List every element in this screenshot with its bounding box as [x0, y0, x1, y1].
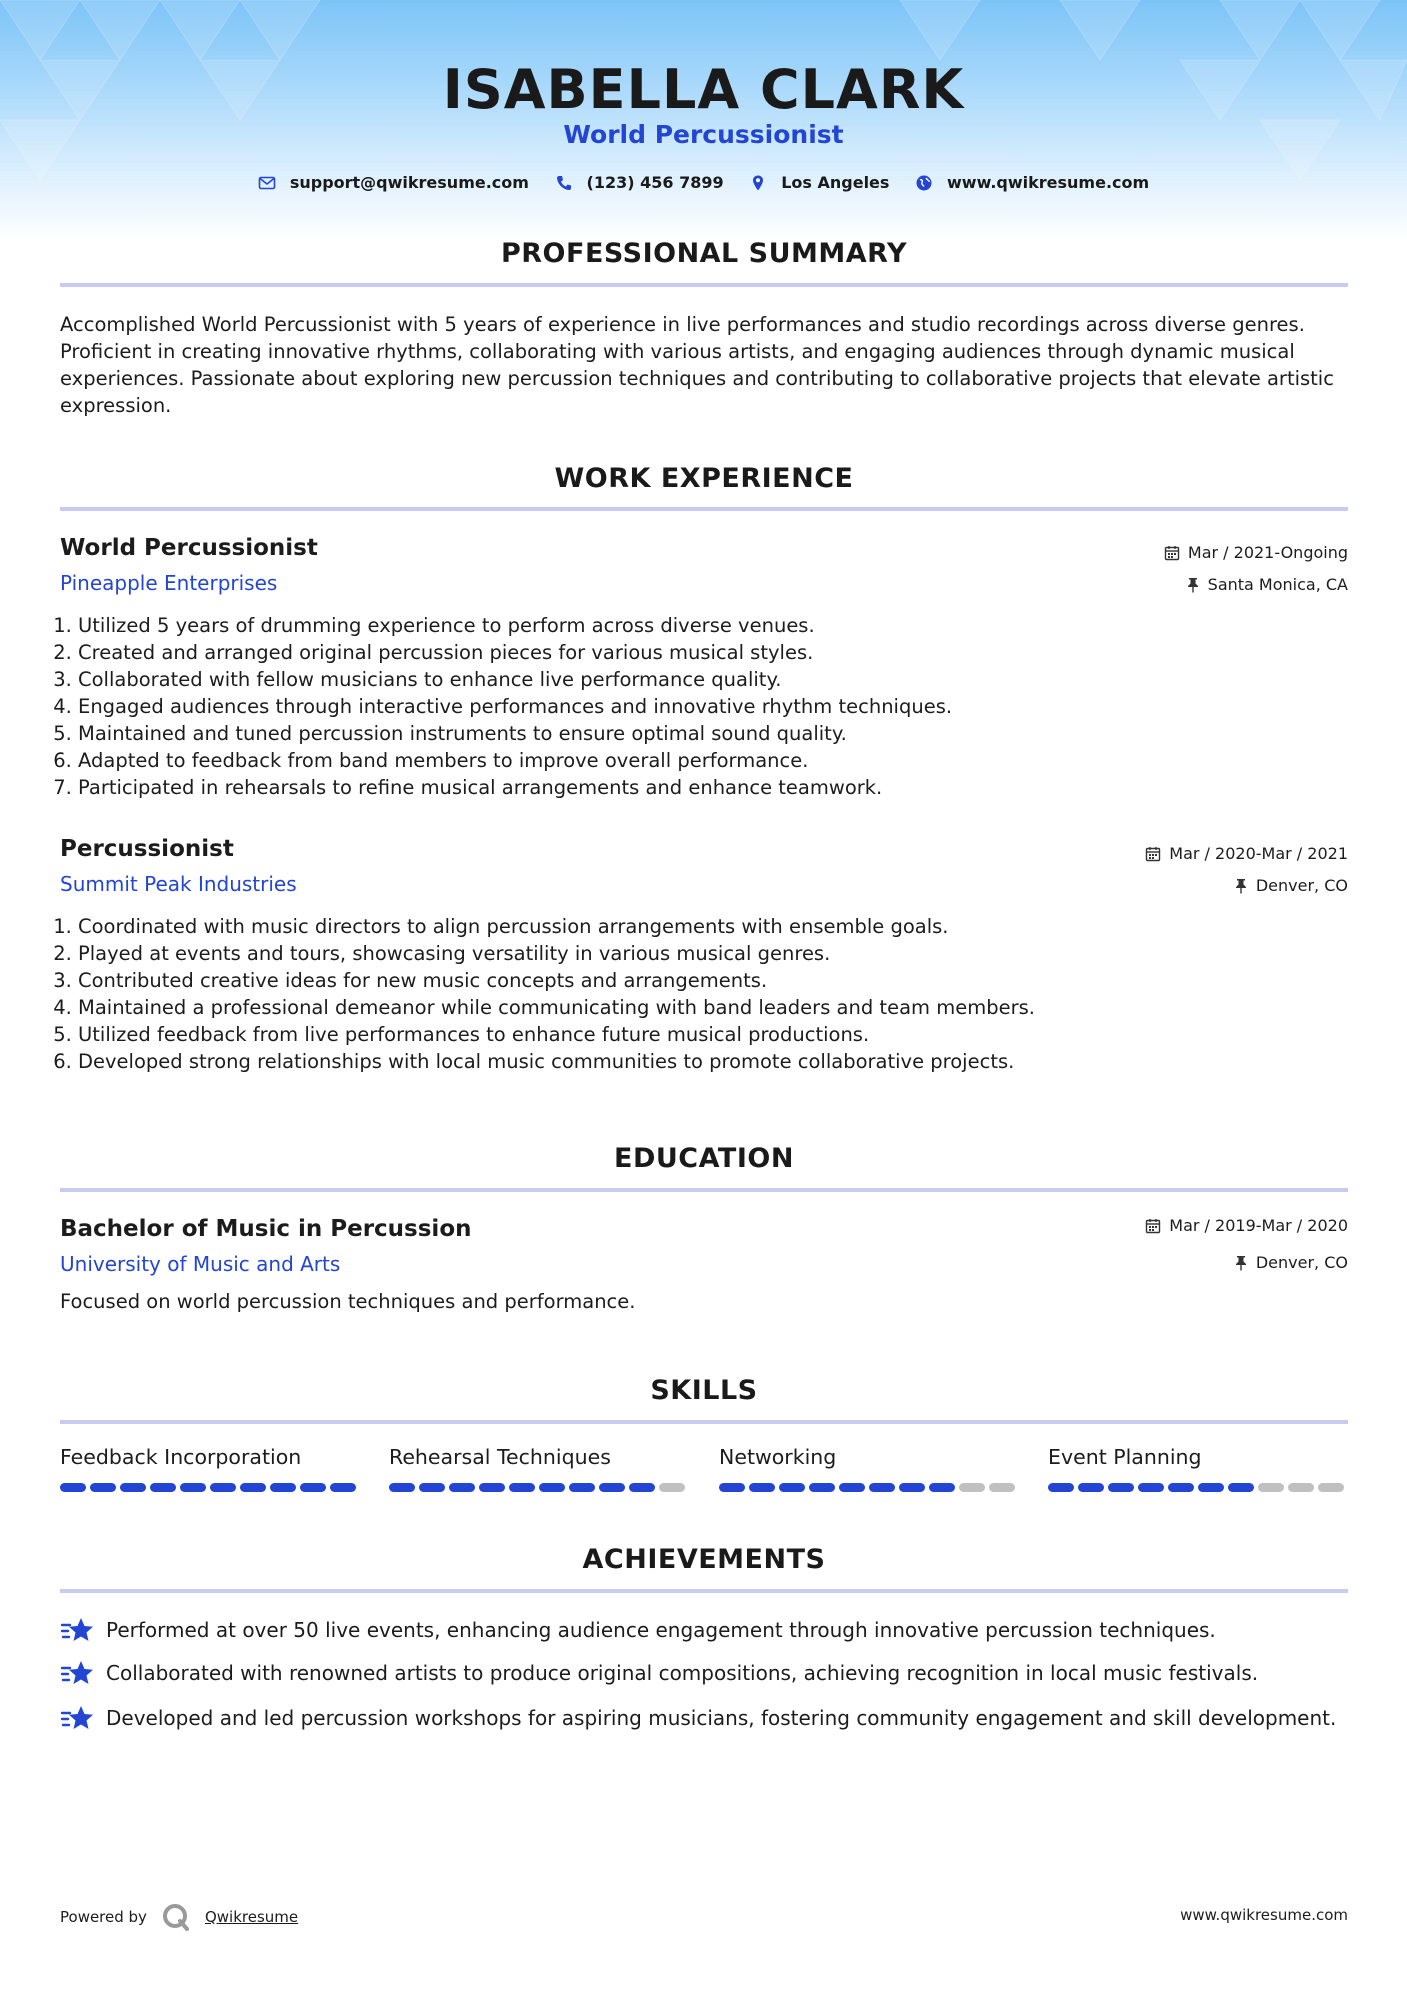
calendar-icon	[1164, 545, 1180, 561]
rating-segment-filled	[539, 1483, 565, 1492]
education-location-text: Denver, CO	[1255, 1253, 1348, 1272]
rating-segment-empty	[659, 1483, 685, 1492]
list-item: 5. Maintained and tuned percussion instruments to ensure optimal sound quality.	[78, 720, 952, 747]
rating-segment-filled	[240, 1483, 266, 1492]
skill-name: Networking	[719, 1445, 837, 1469]
rating-segment-filled	[1168, 1483, 1194, 1492]
rating-segment-filled	[1138, 1483, 1164, 1492]
star-icon	[60, 1703, 94, 1733]
location-text: Los Angeles	[781, 173, 890, 192]
rating-segment-filled	[809, 1483, 835, 1492]
list-item: 1. Coordinated with music directors to align percussion arrangements with ensemble goals.	[78, 913, 1035, 940]
list-item: 6. Adapted to feedback from band members to improve overall performance.	[78, 747, 952, 774]
candidate-name: ISABELLA CLARK	[442, 58, 965, 121]
achievement-text: Collaborated with renowned artists to produce original compositions, achieving recognition in local music festivals.	[106, 1661, 1259, 1685]
star-icon	[60, 1615, 94, 1645]
education-description: Focused on world percussion techniques and performance.	[60, 1290, 636, 1313]
job-location	[1234, 876, 1348, 895]
experience-heading: WORK EXPERIENCE	[554, 463, 854, 494]
contact-website[interactable]	[915, 173, 1149, 192]
rating-segment-empty	[959, 1483, 985, 1492]
degree-title: Bachelor of Music in Percussion	[60, 1216, 472, 1242]
skill-rating	[60, 1483, 360, 1492]
job-dates	[1164, 543, 1348, 562]
list-item: 3. Contributed creative ideas for new music concepts and arrangements.	[78, 967, 1035, 994]
job-title: World Percussionist	[60, 535, 318, 561]
rating-segment-filled	[120, 1483, 146, 1492]
contact-bar	[0, 173, 1407, 196]
education-dates-text: Mar / 2019-Mar / 2020	[1169, 1216, 1348, 1235]
job-bullets	[60, 913, 1035, 1075]
rating-segment-filled	[60, 1483, 86, 1492]
rating-segment-filled	[180, 1483, 206, 1492]
education-location	[1234, 1253, 1348, 1272]
job-location-text: Denver, CO	[1255, 876, 1348, 895]
rating-segment-filled	[1048, 1483, 1074, 1492]
phone-text: (123) 456 7899	[586, 173, 724, 192]
phone-icon	[555, 174, 573, 192]
contact-phone[interactable]	[555, 173, 724, 192]
job-dates-text: Mar / 2021-Ongoing	[1187, 543, 1348, 562]
rating-segment-empty	[989, 1483, 1015, 1492]
globe-icon	[915, 174, 933, 192]
section-divider	[60, 1589, 1348, 1593]
rating-segment-filled	[1078, 1483, 1104, 1492]
skill-item	[389, 1445, 689, 1492]
website-text: www.qwikresume.com	[947, 173, 1150, 192]
rating-segment-filled	[749, 1483, 775, 1492]
list-item: 6. Developed strong relationships with local music communities to promote collaborative projects.	[78, 1048, 1035, 1075]
footer-powered	[60, 1902, 298, 1932]
rating-segment-filled	[1108, 1483, 1134, 1492]
skill-rating	[1048, 1483, 1348, 1492]
skill-rating	[389, 1483, 689, 1492]
skill-item	[60, 1445, 360, 1492]
star-icon	[60, 1658, 94, 1688]
section-divider	[60, 507, 1348, 511]
rating-segment-empty	[1258, 1483, 1284, 1492]
candidate-title: World Percussionist	[563, 120, 844, 149]
envelope-icon	[258, 174, 276, 192]
section-divider	[60, 1188, 1348, 1192]
rating-segment-filled	[629, 1483, 655, 1492]
rating-segment-filled	[330, 1483, 356, 1492]
pushpin-icon	[1186, 577, 1200, 593]
qwikresume-logo-icon	[161, 1902, 191, 1932]
rating-segment-filled	[779, 1483, 805, 1492]
map-pin-icon	[749, 174, 767, 192]
job-title: Percussionist	[60, 836, 234, 862]
skill-item	[719, 1445, 1019, 1492]
list-item: 2. Created and arranged original percussion pieces for various musical styles.	[78, 639, 952, 666]
achievements-heading: ACHIEVEMENTS	[582, 1544, 826, 1575]
school-name: University of Music and Arts	[60, 1252, 341, 1276]
skill-item	[1048, 1445, 1348, 1492]
rating-segment-filled	[839, 1483, 865, 1492]
section-divider	[60, 283, 1348, 287]
list-item: 7. Participated in rehearsals to refine musical arrangements and enhance teamwork.	[78, 774, 952, 801]
rating-segment-filled	[150, 1483, 176, 1492]
education-heading: EDUCATION	[614, 1143, 794, 1174]
education-dates	[1145, 1216, 1348, 1235]
calendar-icon	[1145, 846, 1161, 862]
company-name: Summit Peak Industries	[60, 872, 297, 896]
contact-location	[749, 173, 889, 192]
summary-text: Accomplished World Percussionist with 5 years of experience in live performances and studio recordings across diverse genres. Proficient in creating innovative rhythms, collaborating with various artists, and engaging audiences through dynamic musical experiences. Passionate about exploring new percussion techniques and contributing to collaborative projects that elevate artistic expression.	[60, 313, 1334, 417]
skill-name: Feedback Incorporation	[60, 1445, 302, 1469]
rating-segment-empty	[1288, 1483, 1314, 1492]
rating-segment-filled	[509, 1483, 535, 1492]
rating-segment-filled	[929, 1483, 955, 1492]
section-divider	[60, 1420, 1348, 1424]
rating-segment-filled	[1198, 1483, 1224, 1492]
achievement-item	[60, 1615, 1216, 1645]
skill-name: Rehearsal Techniques	[389, 1445, 611, 1469]
email-text: support@qwikresume.com	[289, 173, 529, 192]
rating-segment-filled	[389, 1483, 415, 1492]
list-item: 1. Utilized 5 years of drumming experience to perform across diverse venues.	[78, 612, 952, 639]
powered-by-text: Powered by	[60, 1908, 147, 1926]
calendar-icon	[1145, 1218, 1161, 1234]
achievement-item	[60, 1703, 1336, 1733]
rating-segment-filled	[899, 1483, 925, 1492]
rating-segment-filled	[210, 1483, 236, 1492]
rating-segment-filled	[300, 1483, 326, 1492]
rating-segment-filled	[719, 1483, 745, 1492]
rating-segment-filled	[599, 1483, 625, 1492]
rating-segment-filled	[569, 1483, 595, 1492]
skill-rating	[719, 1483, 1019, 1492]
rating-segment-filled	[1228, 1483, 1254, 1492]
achievement-text: Performed at over 50 live events, enhancing audience engagement through innovative percussion techniques.	[106, 1618, 1216, 1642]
skills-heading: SKILLS	[650, 1375, 758, 1406]
rating-segment-filled	[479, 1483, 505, 1492]
brand-link[interactable]: Qwikresume	[204, 1908, 299, 1926]
skill-name: Event Planning	[1048, 1445, 1202, 1469]
job-location-text: Santa Monica, CA	[1207, 575, 1348, 594]
list-item: 2. Played at events and tours, showcasing versatility in various musical genres.	[78, 940, 1035, 967]
list-item: 4. Maintained a professional demeanor while communicating with band leaders and team members.	[78, 994, 1035, 1021]
company-name: Pineapple Enterprises	[60, 571, 278, 595]
rating-segment-filled	[270, 1483, 296, 1492]
achievement-text: Developed and led percussion workshops for aspiring musicians, fostering community engagement and skill development.	[106, 1706, 1337, 1730]
job-location	[1186, 575, 1348, 594]
rating-segment-filled	[419, 1483, 445, 1492]
rating-segment-filled	[869, 1483, 895, 1492]
list-item: 4. Engaged audiences through interactive performances and innovative rhythm techniques.	[78, 693, 952, 720]
rating-segment-filled	[90, 1483, 116, 1492]
job-bullets	[60, 612, 952, 801]
pushpin-icon	[1234, 878, 1248, 894]
rating-segment-filled	[449, 1483, 475, 1492]
pushpin-icon	[1234, 1255, 1248, 1271]
rating-segment-empty	[1318, 1483, 1344, 1492]
summary-heading: PROFESSIONAL SUMMARY	[500, 238, 908, 269]
job-dates	[1145, 844, 1348, 863]
list-item: 3. Collaborated with fellow musicians to enhance live performance quality.	[78, 666, 952, 693]
footer-website[interactable]: www.qwikresume.com	[1180, 1906, 1348, 1924]
achievement-item	[60, 1658, 1258, 1688]
job-dates-text: Mar / 2020-Mar / 2021	[1169, 844, 1348, 863]
contact-email[interactable]	[258, 173, 529, 192]
list-item: 5. Utilized feedback from live performances to enhance future musical productions.	[78, 1021, 1035, 1048]
